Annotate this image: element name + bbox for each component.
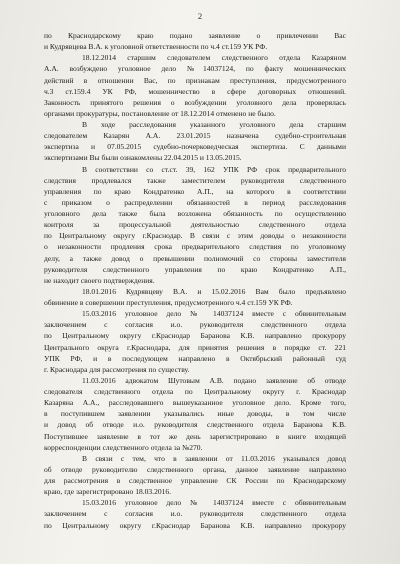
text-line: обвинение в совершении преступления, предусмотренного ч.4 ст.159 УК РФ. xyxy=(44,298,293,307)
text-line: и довод об отводе и.о. руководителя следственного отдела Баранова К.В. xyxy=(44,420,346,430)
text-line: следователем Казарян А.А. 23.01.2015 назначена судебно-строительная xyxy=(44,131,346,141)
text-line: экспертизами Вы были ознакомлены 22.04.2015 и 13.05.2015. xyxy=(44,153,242,163)
text-line: 11.03.2016 адвокатом Шутовым А.В. подано заявление об отводе xyxy=(82,375,346,385)
text-line: экспертиза и 07.05.2015 судебно-почерковедческая экспертиза. С данными xyxy=(44,142,346,152)
text-line: корреспонденции следственного отдела за №270. xyxy=(44,442,203,452)
text-line: по Центральному округу г.Краснодар. В связи с этим доводы о незаконности xyxy=(44,231,346,241)
text-line: 18.12.2014 старшим следователем следственного отдела Казаряном xyxy=(82,53,346,63)
text-line: в поступившем заявлении указывались иные доводы, в том числе xyxy=(44,409,346,419)
text-line: заключением с согласия и.о. руководителя следственного отдела xyxy=(44,320,346,330)
text-line: органами прокуратуры, постановление от 18.12.2014 отменено не было. xyxy=(44,108,276,118)
text-line: краю, где зарегистрировано 18.03.2016. xyxy=(44,487,172,497)
text-line: не находит своего подтверждения. xyxy=(44,275,155,285)
text-line: управления по краю Кондратенко А.П., на которого в соответствии xyxy=(44,186,346,196)
text-line: Центрального округа г.Краснодара, для принятия решения в порядке ст. 221 xyxy=(44,342,346,352)
text-line: ч.3 ст.159.4 УК РФ, мошенничество в сфере договорных отношений. xyxy=(44,86,346,96)
document-body xyxy=(0,30,400,531)
text-line: о незаконности продления срока предварительного следствия по уголовному xyxy=(44,242,346,252)
text-line: В соответствии со ст.ст. 39, 162 УПК РФ срок предварительного xyxy=(82,164,346,174)
text-line: делу, а также довод о превышении полномочий со стороны заместителя xyxy=(44,253,346,263)
page-number: 2 xyxy=(197,11,203,21)
text-line: и Кудрявцева В.А. к уголовной ответственности по ч.4 ст.159 УК РФ. xyxy=(44,42,268,52)
text-line: А.А. возбуждено уголовное дело №14037124, по факту мошеннических xyxy=(44,64,346,74)
text-line: по Центральному округу г.Краснодар Баранова К.В. направлено прокурору xyxy=(44,331,346,341)
text-line: Законность принятого решения о возбуждении уголовного дела проверялась xyxy=(44,97,346,107)
text-line: об отводе руководителю следственного органа, данное заявление направлено xyxy=(44,464,346,474)
text-line: 15.03.2016 уголовное дело № 14037124 вместе с обвинительным xyxy=(82,309,346,319)
text-line: Казаряна А.А., расследовавшего вышеуказанное уголовное дело. Кроме того, xyxy=(44,398,346,408)
text-line: контроля за процессуальной деятельностью следственного отдела xyxy=(44,220,346,230)
text-line: 15.03.2016 уголовное дело № 14037124 вместе с обвинительным xyxy=(82,498,346,508)
text-line: по Краснодарскому краю подано заявление о привлечении Вас xyxy=(44,31,346,40)
text-line: по Центральному округу г.Краснодар Баранова К.В. направлено прокурору xyxy=(44,520,346,530)
text-line: уголовного дела также была возложена обязанность по осуществлению xyxy=(44,209,346,218)
text-line: руководителя следственного управления по краю Кондратенко А.П., xyxy=(44,264,346,274)
text-line: г. Краснодара для рассмотрения по существу. xyxy=(44,364,190,374)
text-line: следователя следственного отдела по Центральному округу г. Краснодар xyxy=(44,387,346,396)
text-line: УПК РФ, и в последующем направлено в Октябрьский районный суд xyxy=(44,353,346,363)
text-line: действий в отношении Вас, по признакам преступления, предусмотренного xyxy=(44,75,346,85)
text-line: заключением с согласия и.о. руководителя следственного отдела xyxy=(44,509,346,519)
text-line: с приказом о распределении обязанностей в период расследования xyxy=(44,197,346,207)
text-line: 18.01.2016 Кудрявцеву В.А. и 15.02.2016 Вам было предъявлено xyxy=(82,286,346,296)
text-line: для рассмотрения в следственное управление СК России по Краснодарскому xyxy=(44,476,346,485)
text-line: Поступившее заявление в тот же день зарегистрировано в книге входящей xyxy=(44,431,346,441)
text-line: В ходе расследования указанного уголовного дела старшим xyxy=(82,120,346,129)
text-line: следствия продлевался также заместителем руководителя следственного xyxy=(44,175,346,185)
text-line: В связи с тем, что в заявлении от 11.03.2016 указывался довод xyxy=(82,453,346,463)
